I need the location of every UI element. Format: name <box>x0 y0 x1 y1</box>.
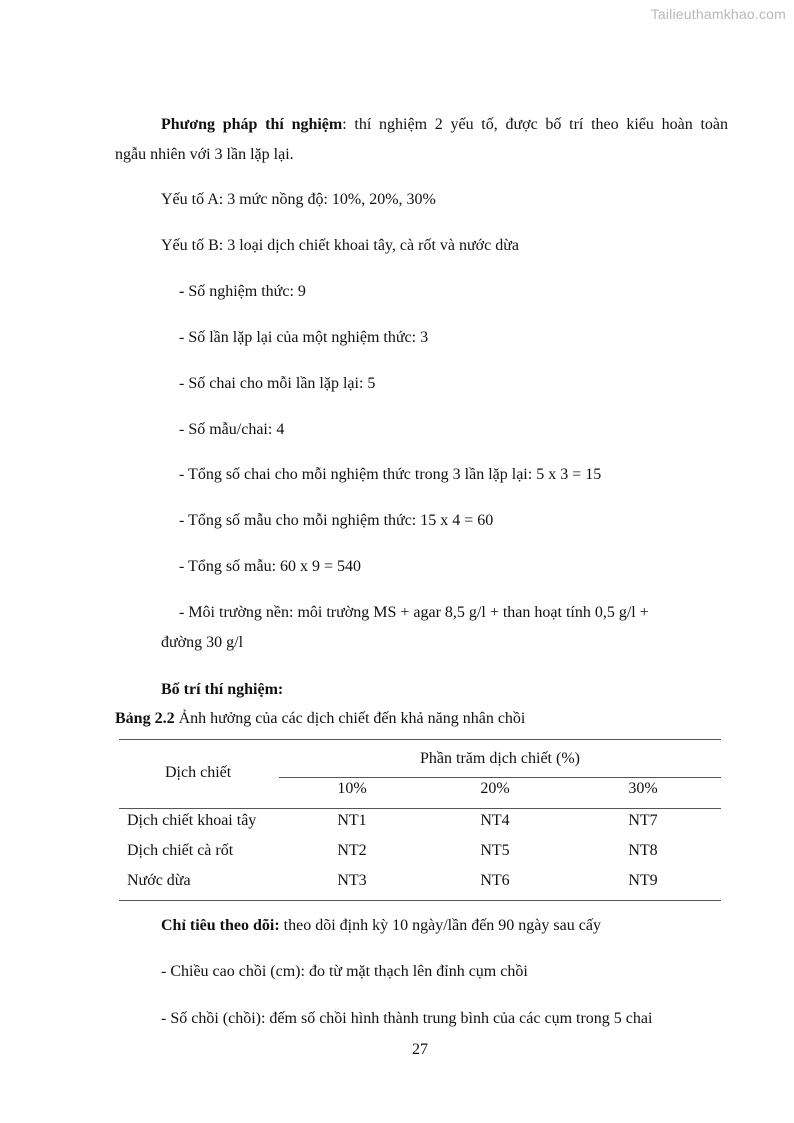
detail-item-3: - Số chai cho mỗi lần lặp lại: 5 <box>179 375 376 392</box>
detail-item-4: - Số mẫu/chai: 4 <box>179 421 285 438</box>
table-row-1-name: Dịch chiết khoai tây <box>127 812 257 829</box>
factor-a: Yếu tố A: 3 mức nồng độ: 10%, 20%, 30% <box>161 191 436 208</box>
table-row-1-col-1: NT1 <box>337 812 367 829</box>
detail-item-5: - Tổng số chai cho mỗi nghiệm thức trong 3 lần lặp lại: 5 x 3 = 15 <box>179 466 602 483</box>
table-row-3-col-2: NT6 <box>480 872 510 889</box>
detail-item-8-line1: - Môi trường nền: môi trường MS + agar 8,5 g/l + than hoạt tính 0,5 g/l + <box>179 604 649 621</box>
monitoring-item-1: - Chiều cao chồi (cm): đo từ mặt thạch lên đỉnh cụm chồi <box>161 963 528 980</box>
table-bottom-rule <box>119 900 721 901</box>
monitoring-item-2: - Số chồi (chồi): đếm số chồi hình thành trung bình của các cụm trong 5 chai <box>161 1010 653 1027</box>
table-row-2-col-3: NT8 <box>628 842 658 859</box>
detail-item-6: - Tổng số mẫu cho mỗi nghiệm thức: 15 x 4 = 60 <box>179 512 494 529</box>
detail-item-1-dash: - <box>179 283 185 300</box>
table-group-rule <box>279 777 721 778</box>
factor-b: Yếu tố B: 3 loại dịch chiết khoai tây, cà rốt và nước dừa <box>161 237 519 254</box>
table-col-header-3: 30% <box>628 780 658 797</box>
method-paragraph-line1 <box>161 115 728 135</box>
detail-item-8-line2: đường 30 g/l <box>161 634 244 651</box>
table-row-2-name: Dịch chiết cà rốt <box>127 842 234 859</box>
detail-item-1 <box>179 282 306 302</box>
detail-item-7: - Tổng số mẫu: 60 x 9 = 540 <box>179 558 362 575</box>
table-top-rule <box>119 739 721 740</box>
detail-item-2: - Số lần lặp lại của một nghiệm thức: 3 <box>179 329 429 346</box>
table-row-1-col-2: NT4 <box>480 812 510 829</box>
monitoring-label: Chỉ tiêu theo dõi: <box>161 917 280 934</box>
design-heading <box>161 680 283 700</box>
table-caption <box>115 709 525 729</box>
data-table <box>119 739 721 901</box>
table-caption-text: Ảnh hưởng của các dịch chiết đến khả năng nhân chồi <box>174 710 526 727</box>
table-row-2-col-1: NT2 <box>337 842 367 859</box>
table-group-header: Phần trăm dịch chiết (%) <box>420 750 580 767</box>
table-row-3-col-3: NT9 <box>628 872 658 889</box>
detail-item-1-text: Số nghiệm thức: 9 <box>184 283 306 300</box>
table-row-header: Dịch chiết <box>165 764 232 781</box>
watermark: Tailieuthamkhao.com <box>650 6 786 22</box>
method-text-line1: : thí nghiệm 2 yếu tố, được bố trí theo kiểu hoàn toàn <box>342 116 728 133</box>
table-header-rule <box>119 808 721 809</box>
method-paragraph-line2: ngẫu nhiên với 3 lần lặp lại. <box>115 146 294 163</box>
table-col-header-1: 10% <box>337 780 367 797</box>
table-row-1-col-3: NT7 <box>628 812 658 829</box>
page-number: 27 <box>412 1041 428 1058</box>
table-row-2-col-2: NT5 <box>480 842 510 859</box>
monitoring-paragraph <box>161 916 601 936</box>
table-col-header-2: 20% <box>480 780 510 797</box>
table-row-3-name: Nước dừa <box>127 872 191 889</box>
table-row-3-col-1: NT3 <box>337 872 367 889</box>
method-label: Phương pháp thí nghiệm <box>161 116 343 133</box>
design-heading-text: Bố trí thí nghiệm: <box>161 681 284 698</box>
monitoring-text: theo dõi định kỳ 10 ngày/lần đến 90 ngày sau cấy <box>279 917 601 934</box>
table-caption-label: Bảng 2.2 <box>115 710 175 727</box>
